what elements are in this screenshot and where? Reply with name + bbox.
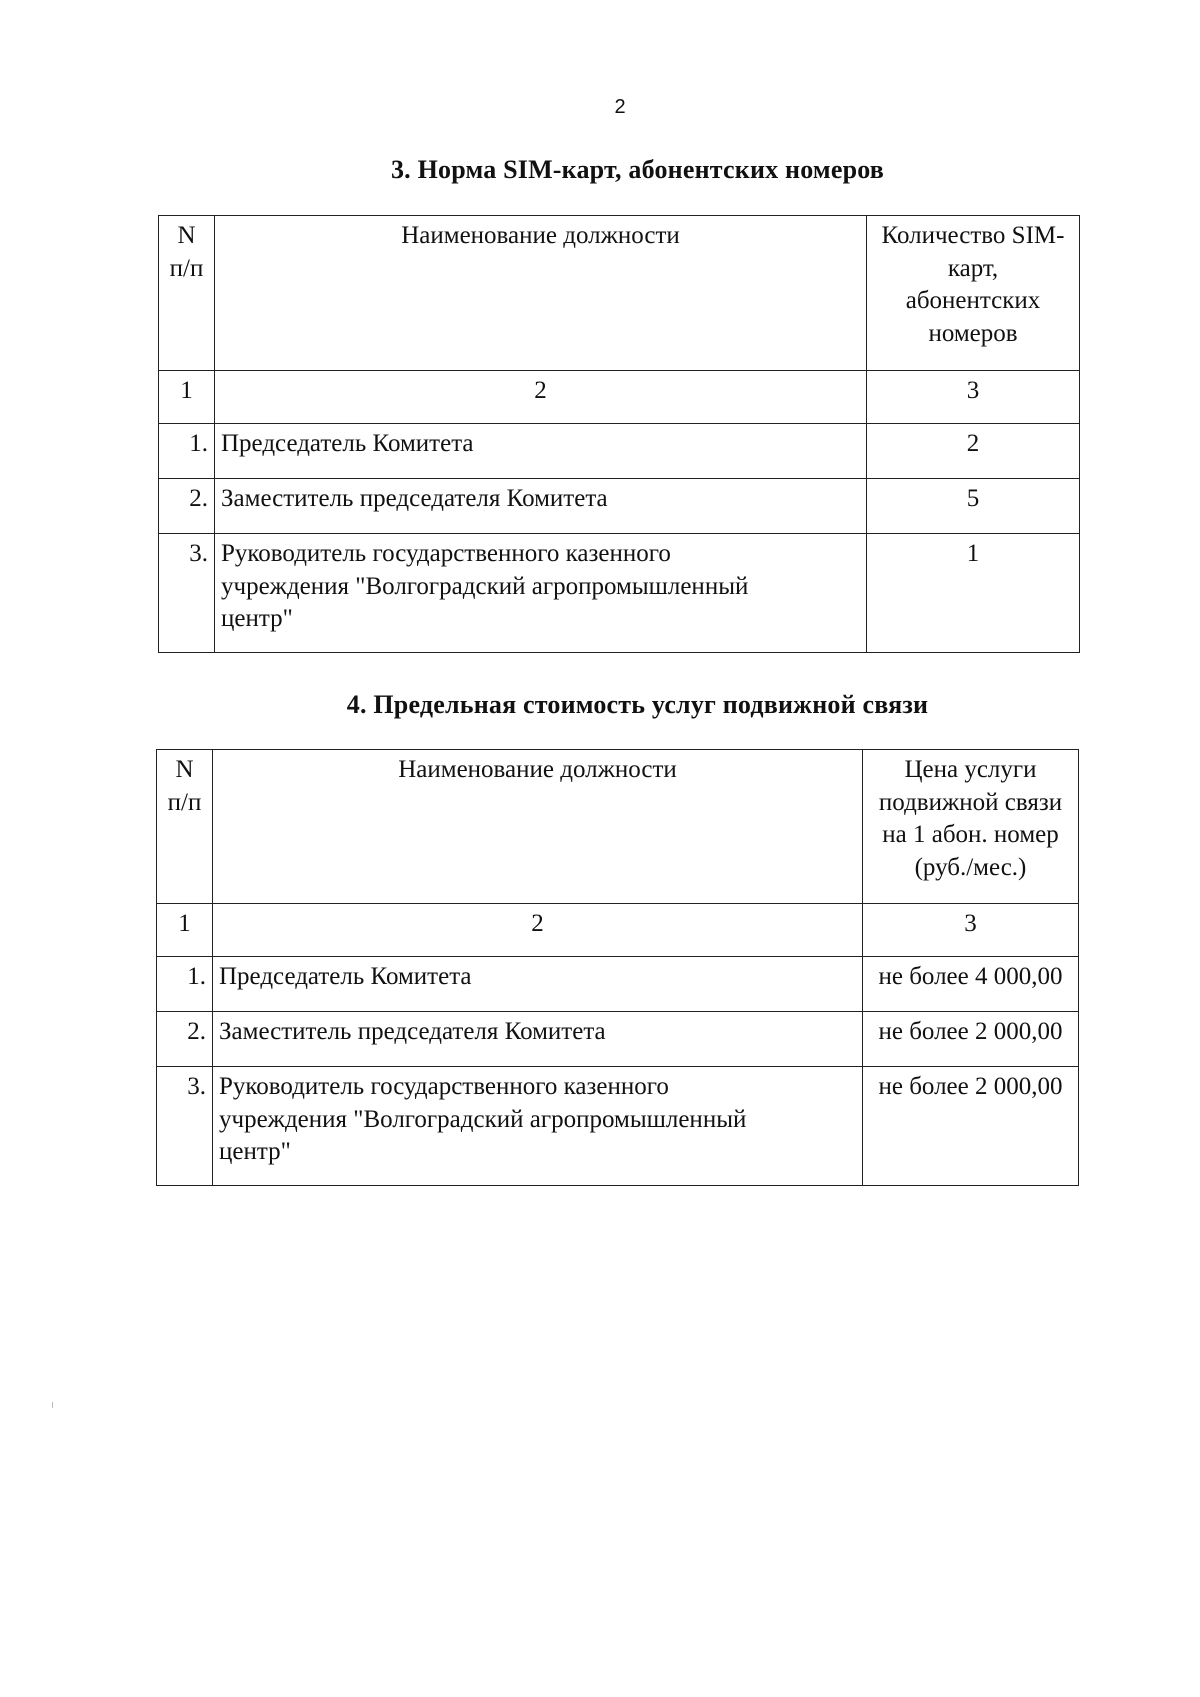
header-price-line1: Цена услуги: [904, 756, 1037, 783]
column-index-row: [157, 904, 1079, 957]
row-price: не более 2 000,00: [863, 1067, 1079, 1186]
header-price-cell: [863, 750, 1079, 904]
table-row: [159, 479, 1080, 534]
header-number-line1: N: [177, 222, 196, 249]
header-quantity-line1: Количество SIM-: [881, 222, 1065, 249]
row-position-line3: центр": [219, 1138, 291, 1165]
table-row: [157, 1012, 1079, 1067]
header-quantity-cell: [867, 216, 1080, 371]
row-quantity: 5: [867, 479, 1080, 534]
column-index-cell: 3: [863, 904, 1079, 957]
column-index-cell: 1: [159, 371, 215, 424]
row-quantity: 1: [867, 534, 1080, 653]
section-4-title: 4. Предельная стоимость услуг подвижной связи: [346, 690, 929, 719]
table-row: [159, 424, 1080, 479]
row-number: 2.: [157, 1012, 213, 1067]
row-position-line2: учреждения "Волгоградский агропромышленный: [219, 1105, 747, 1133]
table-row: [157, 1067, 1079, 1186]
row-number: 1.: [157, 957, 213, 1012]
row-position-line1: Руководитель государственного казенного: [219, 1073, 669, 1100]
header-number-cell: [157, 750, 213, 904]
row-position-line2: учреждения "Волгоградский агропромышленный: [221, 572, 749, 600]
table-row: [157, 957, 1079, 1012]
header-number-line1: N: [175, 756, 194, 783]
row-price: не более 2 000,00: [863, 1012, 1079, 1067]
header-quantity-line2: карт,: [947, 254, 999, 282]
row-position: Председатель Комитета: [213, 957, 863, 1012]
row-number: 2.: [159, 479, 215, 534]
header-number-line2: п/п: [169, 254, 204, 282]
table-header-row: [157, 750, 1079, 904]
column-index-cell: 2: [213, 904, 863, 957]
row-number: 3.: [157, 1067, 213, 1186]
column-index-cell: 2: [215, 371, 867, 424]
row-number: 3.: [159, 534, 215, 653]
mobile-cost-table: [156, 749, 1079, 1186]
header-price-line3: на 1 абон. номер: [882, 821, 1059, 848]
row-quantity: 2: [867, 424, 1080, 479]
table-row: [159, 534, 1080, 653]
header-position-cell: Наименование должности: [215, 216, 867, 371]
row-price: не более 4 000,00: [863, 957, 1079, 1012]
header-number-cell: [159, 216, 215, 371]
header-number-line2: п/п: [167, 788, 202, 816]
table-header-row: [159, 216, 1080, 371]
row-position: [213, 1067, 863, 1186]
header-quantity-line3: абонентских: [905, 287, 1041, 314]
row-position-line1: Руководитель государственного казенного: [221, 540, 671, 567]
row-position: Председатель Комитета: [215, 424, 867, 479]
header-price-line4: (руб./мес.): [914, 853, 1027, 881]
column-index-row: [159, 371, 1080, 424]
row-position: [215, 534, 867, 653]
header-position-cell: Наименование должности: [213, 750, 863, 904]
row-position: Заместитель председателя Комитета: [215, 479, 867, 534]
header-quantity-line4: номеров: [928, 319, 1018, 347]
scan-speck: [52, 1402, 53, 1408]
row-number: 1.: [159, 424, 215, 479]
sim-card-norm-table: [158, 215, 1080, 653]
column-index-cell: 3: [867, 371, 1080, 424]
column-index-cell: 1: [157, 904, 213, 957]
page-number: 2: [614, 96, 626, 118]
row-position: Заместитель председателя Комитета: [213, 1012, 863, 1067]
row-position-line3: центр": [221, 605, 293, 632]
section-3-title: 3. Норма SIM-карт, абонентских номеров: [390, 155, 885, 184]
header-price-line2: подвижной связи: [878, 788, 1063, 816]
